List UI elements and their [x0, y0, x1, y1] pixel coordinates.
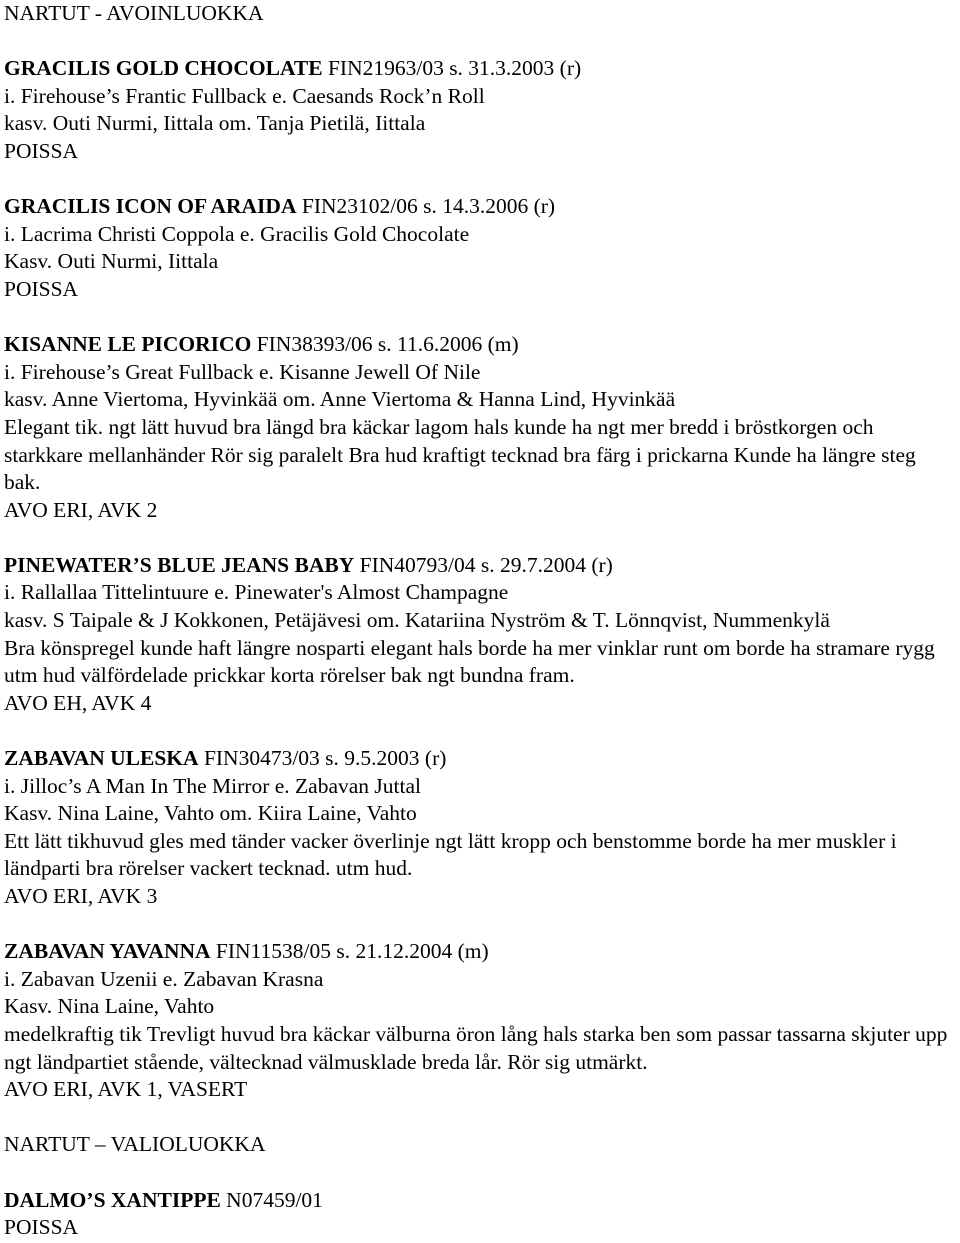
- parents-line: i. Rallallaa Tittelintuure e. Pinewater's Almost Champagne: [4, 580, 509, 605]
- registration-info: FIN30473/03 s. 9.5.2003 (r): [198, 746, 447, 771]
- parents-line: i. Firehouse’s Great Fullback e. Kisanne Jewell Of Nile: [4, 359, 481, 384]
- document-page: [4, 0, 956, 1242]
- spacer: [4, 524, 956, 552]
- breeder-line: Kasv. Nina Laine, Vahto: [4, 994, 215, 1019]
- breeder-line: kasv. Outi Nurmi, Iittala om. Tanja Pietilä, Iittala: [4, 111, 426, 136]
- spacer: [4, 911, 956, 939]
- registration-info: FIN23102/06 s. 14.3.2006 (r): [296, 194, 556, 219]
- result-line: POISSA: [4, 276, 79, 301]
- spacer: [4, 28, 956, 56]
- entry-heading: [4, 938, 956, 966]
- dog-name: ZABAVAN ULESKA: [4, 746, 199, 771]
- registration-info: FIN21963/03 s. 31.3.2003 (r): [322, 56, 582, 81]
- critique-text: Elegant tik. ngt lätt huvud bra längd bra käckar lagom hals kunde ha ngt mer bredd i bröstkorgen och starkkare mellanhänder Rör sig paralelt Bra hud kraftigt tecknad bra färg i prickarna Kunde ha längre steg bak.: [4, 414, 916, 495]
- entry-heading: [4, 1187, 956, 1215]
- critique-text: Bra könspregel kunde haft längre nosparti elegant hals borde ha mer vinklar runt om borde ha stramare rygg utm hud välfördelade prickkar korta rörelser bak ngt bundna fram.: [4, 635, 935, 688]
- parents-line: i. Firehouse’s Frantic Fullback e. Caesands Rock’n Roll: [4, 83, 485, 108]
- spacer: [4, 1104, 956, 1132]
- section-title: NARTUT – VALIOLUOKKA: [4, 1132, 266, 1157]
- spacer: [4, 166, 956, 194]
- breeder-line: kasv. Anne Viertoma, Hyvinkää om. Anne Viertoma & Hanna Lind, Hyvinkää: [4, 387, 676, 412]
- registration-info: FIN40793/04 s. 29.7.2004 (r): [354, 552, 613, 577]
- result-line: POISSA: [4, 138, 79, 163]
- breeder-line: Kasv. Outi Nurmi, Iittala: [4, 249, 219, 274]
- parents-line: i. Lacrima Christi Coppola e. Gracilis Gold Chocolate: [4, 221, 470, 246]
- dog-name: GRACILIS ICON OF ARAIDA: [4, 194, 297, 219]
- breeder-line: kasv. S Taipale & J Kokkonen, Petäjävesi om. Katariina Nyström & T. Lönnqvist, Nummenkylä: [4, 608, 830, 633]
- entry-heading: [4, 193, 956, 221]
- spacer: [4, 304, 956, 332]
- parents-line: i. Jilloc’s A Man In The Mirror e. Zabavan Juttal: [4, 773, 421, 798]
- breeder-line: Kasv. Nina Laine, Vahto om. Kiira Laine, Vahto: [4, 801, 417, 826]
- entry-heading: [4, 55, 956, 83]
- critique-text: medelkraftig tik Trevligt huvud bra käckar välburna öron lång hals starka ben som passar tassarna skjuter upp ngt ländpartiet stående, vältecknad välmusklade breda lår. Rör sig utmärkt.: [4, 1021, 948, 1074]
- critique-text: Ett lätt tikhuvud gles med tänder vacker överlinje ngt lätt kropp och benstomme borde ha mer muskler i ländparti bra rörelser vackert tecknad. utm hud.: [4, 828, 897, 881]
- entry-heading: [4, 552, 956, 580]
- entry-heading: [4, 331, 956, 359]
- result-line: AVO ERI, AVK 1, VASERT: [4, 1077, 248, 1102]
- entry-heading: [4, 745, 956, 773]
- section-title: NARTUT - AVOINLUOKKA: [4, 1, 264, 25]
- dog-name: ZABAVAN YAVANNA: [4, 939, 211, 964]
- registration-info: FIN38393/06 s. 11.6.2006 (m): [251, 332, 519, 357]
- dog-name: PINEWATER’S BLUE JEANS BABY: [4, 552, 355, 577]
- registration-info: N07459/01: [220, 1187, 323, 1212]
- result-line: AVO EH, AVK 4: [4, 690, 152, 715]
- result-line: AVO ERI, AVK 3: [4, 884, 158, 908]
- result-line: AVO ERI, AVK 2: [4, 497, 158, 522]
- parents-line: i. Zabavan Uzenii e. Zabavan Krasna: [4, 966, 324, 991]
- spacer: [4, 717, 956, 745]
- dog-name: KISANNE LE PICORICO: [4, 332, 252, 357]
- registration-info: FIN11538/05 s. 21.12.2004 (m): [210, 939, 489, 964]
- result-line: POISSA: [4, 1215, 79, 1240]
- spacer: [4, 1159, 956, 1187]
- dog-name: GRACILIS GOLD CHOCOLATE: [4, 56, 323, 81]
- dog-name: DALMO’S XANTIPPE: [4, 1187, 221, 1212]
